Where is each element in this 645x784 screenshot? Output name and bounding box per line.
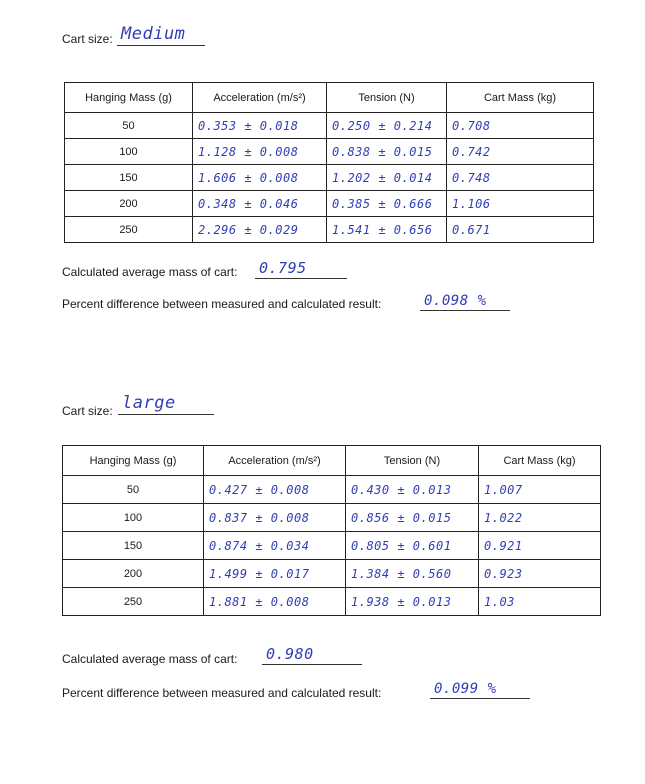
cart-mass-cell[interactable]: 0.921: [479, 532, 601, 560]
cart-size-value-2: large: [122, 393, 176, 413]
accel-cell[interactable]: 0.348 ± 0.046: [193, 191, 327, 217]
cart-mass-cell[interactable]: 0.742: [447, 139, 594, 165]
header-acceleration: Acceleration (m/s²): [204, 446, 346, 476]
data-table-medium: [64, 82, 594, 243]
table-header-row: [63, 446, 601, 476]
cart-mass-cell[interactable]: 1.106: [447, 191, 594, 217]
cart-size-label-2: Cart size:: [62, 404, 113, 418]
cart-mass-cell[interactable]: 0.708: [447, 113, 594, 139]
tension-cell[interactable]: 0.838 ± 0.015: [327, 139, 447, 165]
accel-cell[interactable]: 0.353 ± 0.018: [193, 113, 327, 139]
accel-cell[interactable]: 1.499 ± 0.017: [204, 560, 346, 588]
cart-mass-cell[interactable]: 1.022: [479, 504, 601, 532]
mass-cell: 250: [63, 588, 204, 616]
accel-cell[interactable]: 0.837 ± 0.008: [204, 504, 346, 532]
header-cart-mass: Cart Mass (kg): [479, 446, 601, 476]
pct-diff-value-2: 0.099 %: [434, 681, 497, 697]
mass-cell: 150: [65, 165, 193, 191]
accel-cell[interactable]: 1.606 ± 0.008: [193, 165, 327, 191]
tension-cell[interactable]: 0.250 ± 0.214: [327, 113, 447, 139]
avg-mass-value-2: 0.980: [266, 645, 314, 663]
table-row: [65, 113, 594, 139]
header-acceleration: Acceleration (m/s²): [193, 83, 327, 113]
header-hanging-mass: Hanging Mass (g): [63, 446, 204, 476]
avg-mass-value-1: 0.795: [259, 259, 307, 277]
tension-cell[interactable]: 0.385 ± 0.666: [327, 191, 447, 217]
cart-size-label-1: Cart size:: [62, 32, 113, 46]
table-row: [63, 532, 601, 560]
header-tension: Tension (N): [346, 446, 479, 476]
tension-cell[interactable]: 1.541 ± 0.656: [327, 217, 447, 243]
header-tension: Tension (N): [327, 83, 447, 113]
tension-cell[interactable]: 1.202 ± 0.014: [327, 165, 447, 191]
table-row: [63, 560, 601, 588]
pct-diff-label-1: Percent difference between measured and calculated result:: [62, 297, 382, 311]
table-row: [65, 217, 594, 243]
mass-cell: 50: [63, 476, 204, 504]
pct-diff-value-1: 0.098 %: [424, 293, 487, 309]
cart-size-field-2[interactable]: [118, 393, 214, 415]
mass-cell: 200: [63, 560, 204, 588]
cart-mass-cell[interactable]: 0.748: [447, 165, 594, 191]
header-cart-mass: Cart Mass (kg): [447, 83, 594, 113]
cart-mass-cell[interactable]: 1.007: [479, 476, 601, 504]
cart-mass-cell[interactable]: 0.923: [479, 560, 601, 588]
pct-diff-field-2[interactable]: [430, 681, 530, 699]
cart-size-field-1[interactable]: [117, 24, 205, 46]
accel-cell[interactable]: 1.128 ± 0.008: [193, 139, 327, 165]
table-header-row: [65, 83, 594, 113]
table-row: [63, 476, 601, 504]
accel-cell[interactable]: 0.874 ± 0.034: [204, 532, 346, 560]
tension-cell[interactable]: 1.384 ± 0.560: [346, 560, 479, 588]
cart-mass-cell[interactable]: 1.03: [479, 588, 601, 616]
pct-diff-label-2: Percent difference between measured and calculated result:: [62, 686, 382, 700]
accel-cell[interactable]: 0.427 ± 0.008: [204, 476, 346, 504]
mass-cell: 250: [65, 217, 193, 243]
avg-mass-field-1[interactable]: [255, 261, 347, 279]
accel-cell[interactable]: 1.881 ± 0.008: [204, 588, 346, 616]
tension-cell[interactable]: 0.430 ± 0.013: [346, 476, 479, 504]
table-row: [63, 504, 601, 532]
table-row: [65, 191, 594, 217]
avg-mass-label-2: Calculated average mass of cart:: [62, 652, 238, 666]
table-row: [65, 139, 594, 165]
mass-cell: 200: [65, 191, 193, 217]
avg-mass-label-1: Calculated average mass of cart:: [62, 265, 238, 279]
accel-cell[interactable]: 2.296 ± 0.029: [193, 217, 327, 243]
avg-mass-field-2[interactable]: [262, 647, 362, 665]
header-hanging-mass: Hanging Mass (g): [65, 83, 193, 113]
table-row: [63, 588, 601, 616]
cart-size-value-1: Medium: [121, 24, 186, 44]
tension-cell[interactable]: 1.938 ± 0.013: [346, 588, 479, 616]
table-row: [65, 165, 594, 191]
data-table-large: [62, 445, 601, 616]
pct-diff-field-1[interactable]: [420, 293, 510, 311]
tension-cell[interactable]: 0.805 ± 0.601: [346, 532, 479, 560]
mass-cell: 150: [63, 532, 204, 560]
tension-cell[interactable]: 0.856 ± 0.015: [346, 504, 479, 532]
mass-cell: 100: [63, 504, 204, 532]
cart-mass-cell[interactable]: 0.671: [447, 217, 594, 243]
mass-cell: 50: [65, 113, 193, 139]
mass-cell: 100: [65, 139, 193, 165]
